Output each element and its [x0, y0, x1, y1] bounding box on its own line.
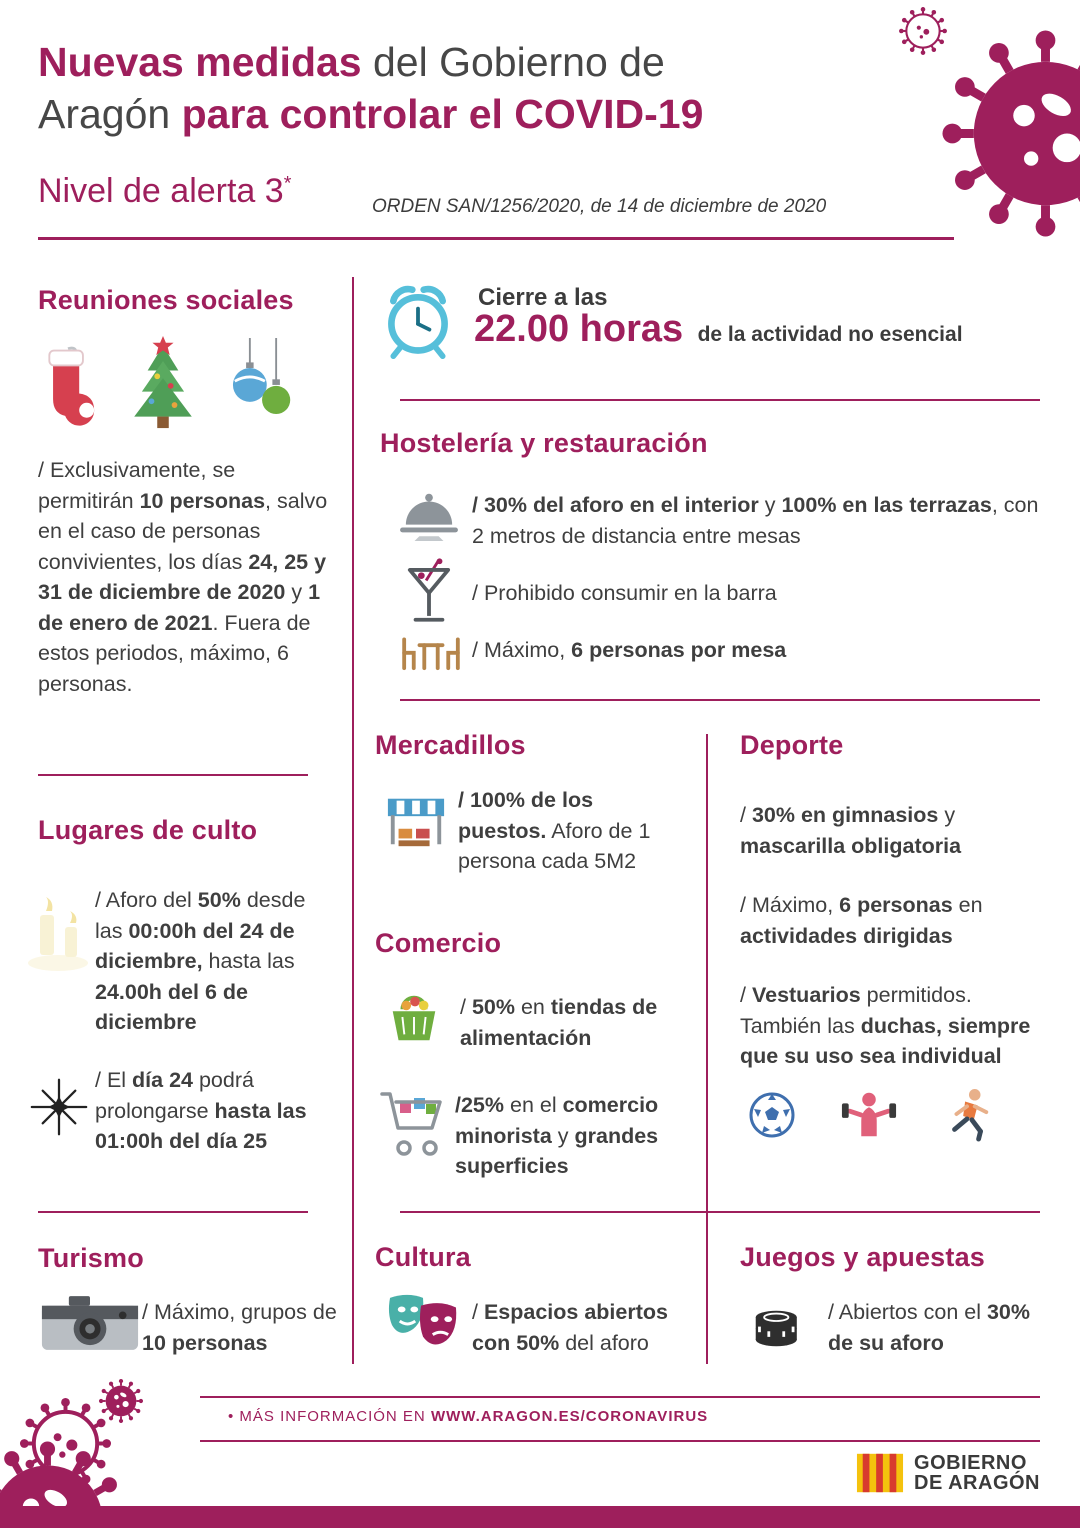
candles-icon	[22, 893, 94, 977]
section-title-mercadillos: Mercadillos	[375, 730, 526, 760]
page-title-line2: Aragón para controlar el COVID-19	[38, 91, 704, 138]
alert-level-text: Nivel de alerta 3	[38, 172, 284, 210]
comercio-minorista-text: /25% en el comercio minorista y grandes superficies	[455, 1093, 659, 1179]
virus-icon	[938, 26, 1080, 241]
cocktail-icon	[406, 556, 452, 626]
cierre-line	[474, 308, 963, 351]
star-icon	[30, 1078, 88, 1136]
order-reference: ORDEN SAN/1256/2020, de 14 de diciembre de 2020	[372, 196, 827, 217]
juegos-body: / Abiertos con el 30% de su aforo	[828, 1300, 1030, 1355]
footer-info: • MÁS INFORMACIÓN EN WWW.ARAGON.ES/CORONAVIRUS	[228, 1408, 709, 1425]
culto-dia24-text: / El día 24 podrá prolongarse hasta las 01:00h del día 25	[95, 1068, 307, 1154]
bottom-row-divider	[400, 1211, 1040, 1213]
section-title-hosteleria: Hostelería y restauración	[380, 428, 708, 458]
bottom-accent-bar	[0, 1506, 1080, 1528]
section-title-turismo: Turismo	[38, 1243, 144, 1273]
deporte-actividades-text: / Máximo, 6 personas en actividades dirigidas	[740, 893, 983, 948]
market-stall-icon	[385, 790, 447, 852]
christmas-tree-icon	[122, 336, 204, 430]
cultura-body: / Espacios abiertos con 50% del aforo	[472, 1300, 668, 1355]
sub-vertical-divider	[706, 734, 708, 1364]
alert-note-mark: *	[283, 172, 292, 195]
grocery-basket-icon	[385, 988, 443, 1046]
cloche-icon	[398, 488, 460, 542]
baubles-icon	[230, 338, 296, 430]
comercio-alimentacion-text: / 50% en tiendas de alimentación	[460, 995, 658, 1050]
shopping-cart-icon	[378, 1085, 446, 1161]
footer-divider-top	[200, 1396, 1040, 1398]
header-divider	[38, 237, 954, 240]
culto-aforo-text: / Aforo del 50% desde las 00:00h del 24 de diciembre, hasta las 24.00h del 6 de diciembre	[95, 888, 306, 1035]
theater-masks-icon	[382, 1292, 464, 1356]
section-title-comercio: Comercio	[375, 928, 502, 958]
section-title-juegos: Juegos y apuestas	[740, 1242, 986, 1272]
hosteleria-mesa-text: / Máximo, 6 personas por mesa	[472, 638, 787, 662]
poker-chips-icon	[752, 1292, 808, 1350]
stocking-icon	[40, 342, 96, 430]
cierre-divider	[400, 399, 1040, 401]
camera-icon	[40, 1292, 140, 1354]
sports-icons	[748, 1086, 994, 1144]
cierre-intro: Cierre a las	[478, 284, 608, 311]
section-title-cultura: Cultura	[375, 1242, 471, 1272]
mercadillos-body: / 100% de los puestos. Aforo de 1 persona cada 5M2	[458, 788, 651, 874]
weightlifter-icon	[840, 1086, 898, 1144]
hosteleria-aforo-text: / 30% del aforo en el interior y 100% en las terrazas, con 2 metros de distancia entre mesas	[472, 493, 1039, 548]
gobierno-aragon-logo	[856, 1452, 1040, 1494]
page-title-line1: Nuevas medidas del Gobierno de	[38, 39, 665, 85]
section-title-culto: Lugares de culto	[38, 815, 258, 845]
main-vertical-divider	[352, 277, 354, 1364]
reuniones-body: / Exclusivamente, se permitirán 10 personas, salvo en el caso de personas convivientes, los días 24, 25 y 31 de diciembre de 2020 y 1 de enero de 2021. Fuera de estos periodos, máximo, 6 personas.	[38, 458, 328, 696]
logo-line2: DE ARAGÓN	[914, 1472, 1040, 1494]
deporte-gimnasios-text: / 30% en gimnasios y mascarilla obligatoria	[740, 803, 962, 858]
deporte-vestuarios-text: / Vestuarios permitidos. También las duchas, siempre que su uso sea individual	[740, 983, 1031, 1069]
logo-text	[914, 1453, 1040, 1494]
left-divider-1	[38, 774, 308, 776]
cierre-time: 22.00 horas	[474, 308, 684, 350]
aragon-flag-icon	[856, 1452, 904, 1494]
runner-icon	[942, 1087, 994, 1143]
table-chairs-icon	[398, 626, 464, 672]
alarm-clock-icon	[380, 282, 456, 362]
section-title-reuniones: Reuniones sociales	[38, 285, 294, 315]
hosteleria-divider	[400, 699, 1040, 701]
cierre-detail: de la actividad no esencial	[697, 323, 963, 346]
logo-line1: GOBIERNO	[914, 1451, 1027, 1474]
section-title-deporte: Deporte	[740, 730, 844, 760]
soccer-ball-icon	[748, 1091, 796, 1139]
christmas-icons	[40, 336, 296, 430]
footer-divider-bottom	[200, 1440, 1040, 1442]
turismo-body: / Máximo, grupos de 10 personas	[142, 1300, 337, 1355]
alert-level	[38, 172, 291, 211]
page-title	[38, 36, 818, 140]
left-divider-2	[38, 1211, 308, 1213]
hosteleria-barra-text: / Prohibido consumir en la barra	[472, 581, 777, 605]
